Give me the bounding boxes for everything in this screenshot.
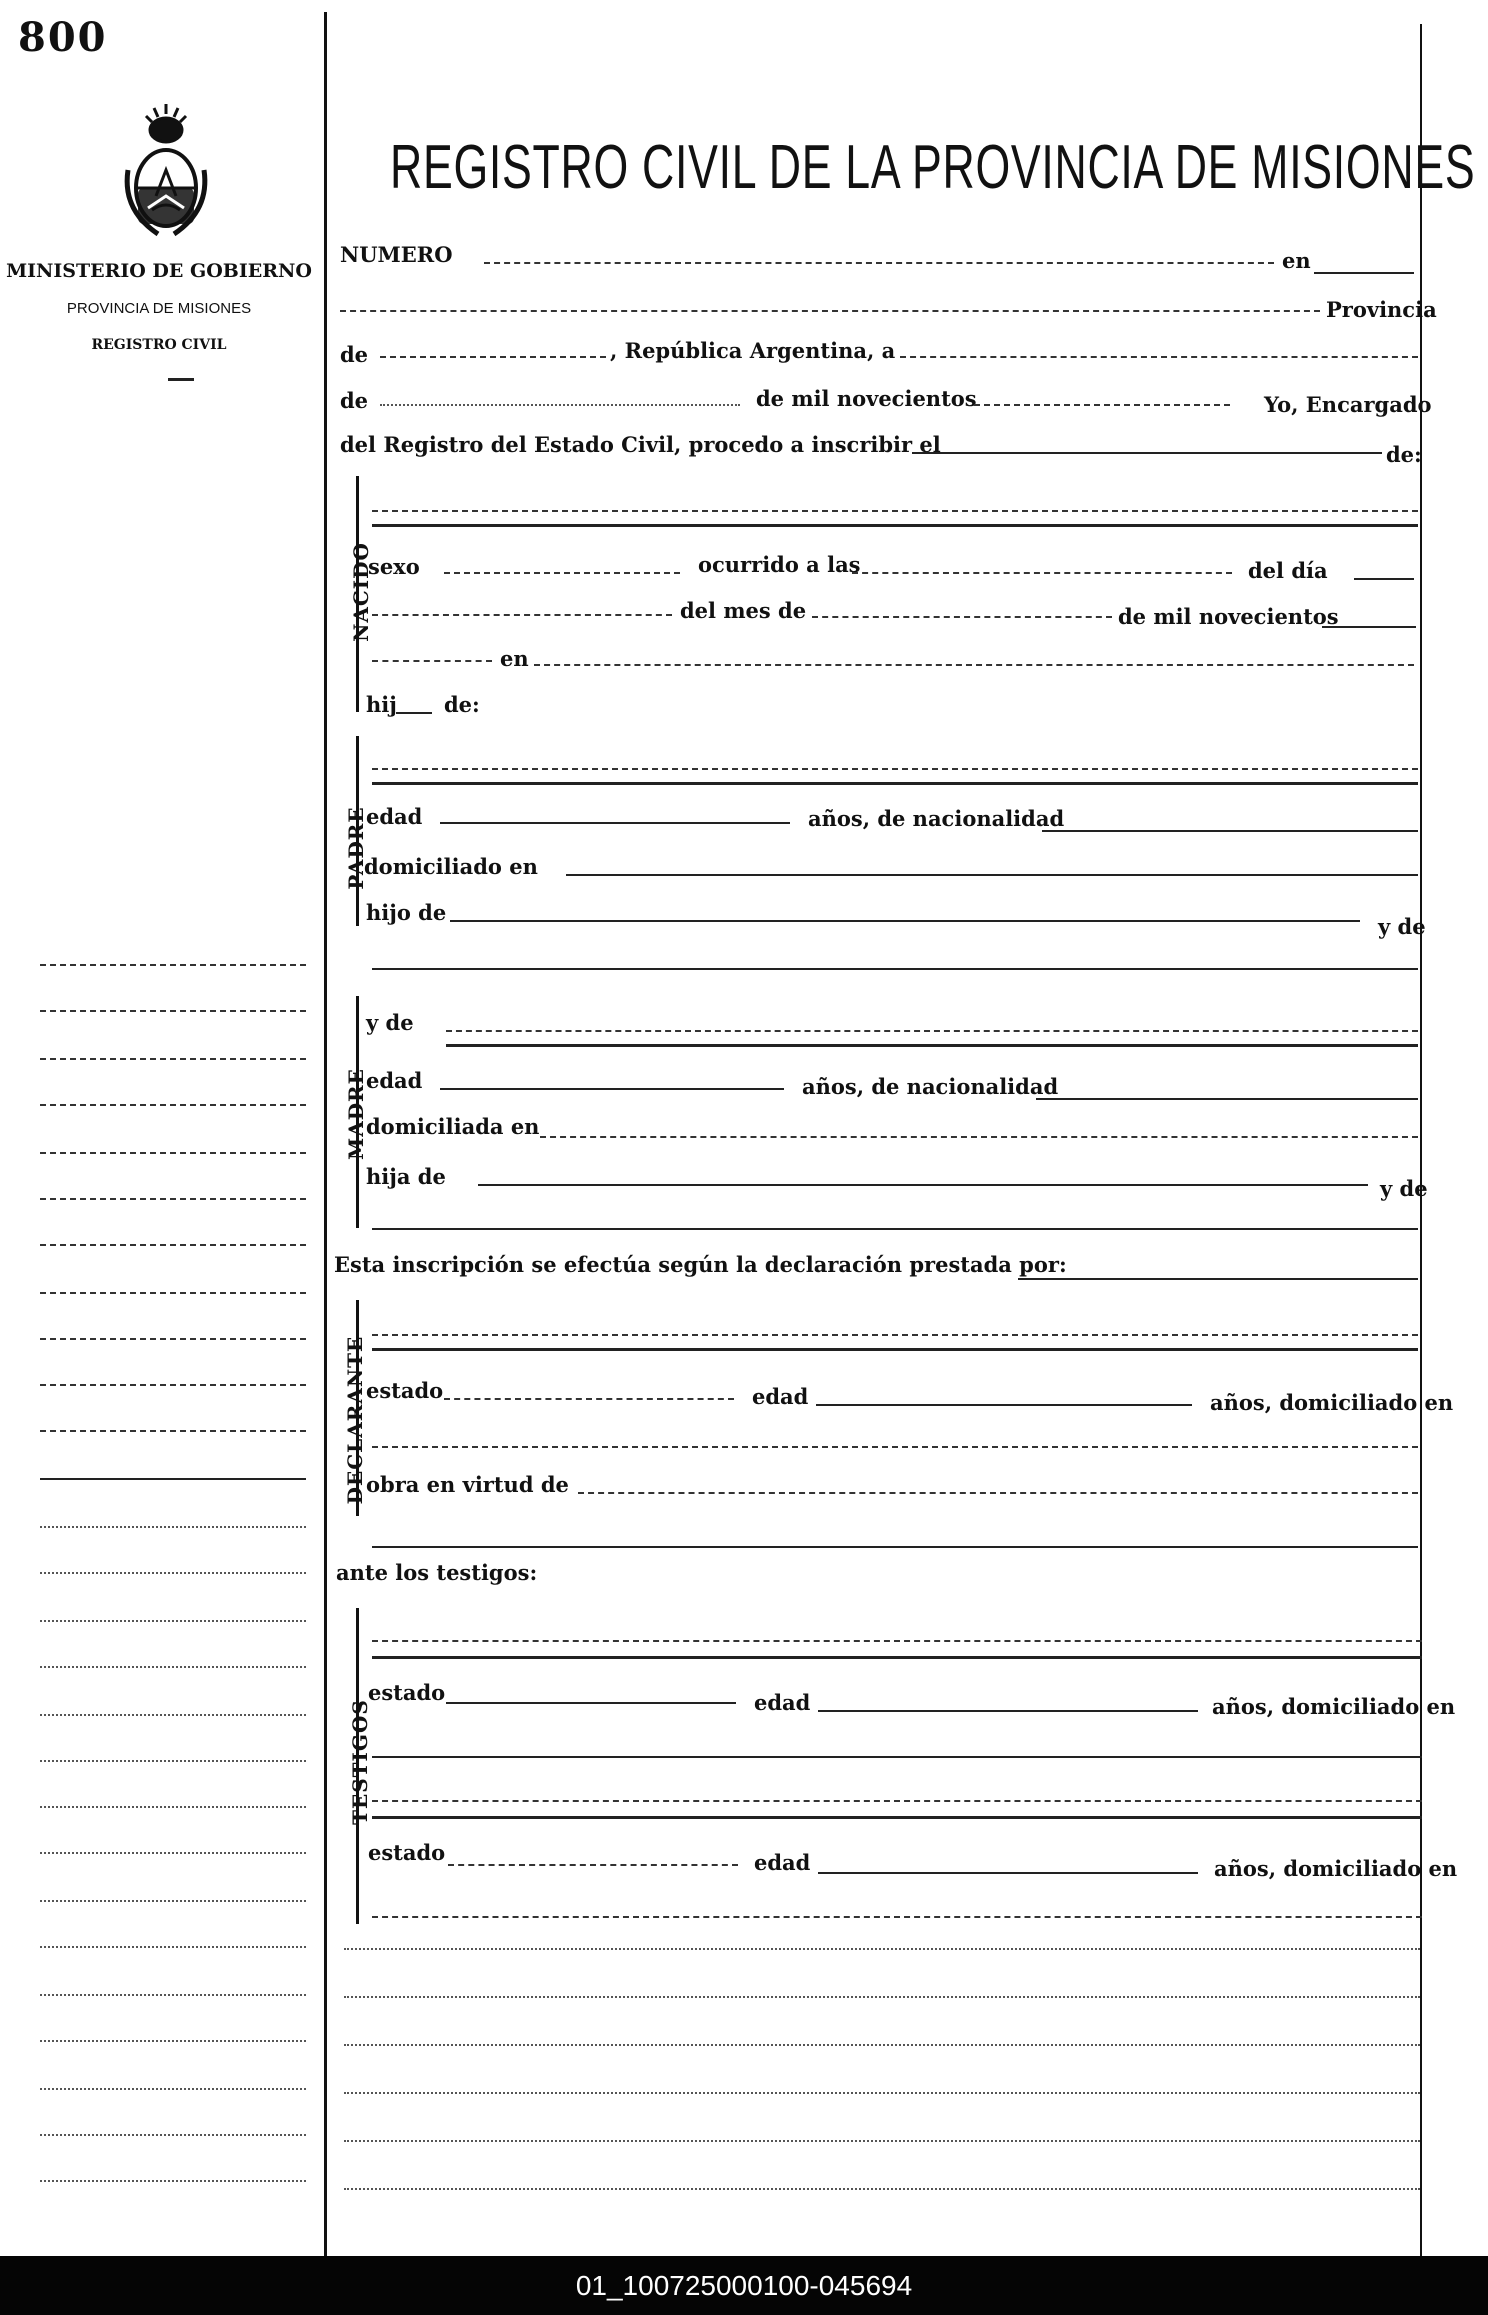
testigo1-edad-label: edad [754,1690,811,1715]
madre-edad-field[interactable] [440,1088,784,1090]
mes-field[interactable] [812,616,1112,618]
del-mes-label: del mes de [680,598,807,623]
domiciliado-label: domiciliado en [364,854,538,879]
testigo1-edad-field[interactable] [818,1710,1198,1712]
dia-texto-field[interactable] [372,614,672,616]
margin-note-line[interactable] [40,1478,306,1480]
testigo2-edad-label: edad [754,1850,811,1875]
madre-y-de-top-label: y de [366,1010,414,1035]
testigo2-estado-label: estado [368,1840,446,1865]
margin-note-line[interactable] [40,1620,306,1622]
anio-field[interactable] [974,404,1230,406]
nota-line[interactable] [344,2044,1420,2046]
province-name: PROVINCIA DE MISIONES [66,300,252,317]
padre-nacionalidad-label: años, de nacionalidad [808,806,1065,831]
divider [168,378,194,381]
testigo2-rule [372,1816,1422,1819]
provincia-field[interactable] [340,310,1320,312]
margin-note-line[interactable] [40,1526,306,1528]
margin-note-line[interactable] [40,1198,306,1200]
madre-nacionalidad-field[interactable] [1036,1098,1418,1100]
ocurrido-label: ocurrido a las [698,552,861,577]
de-label-2: de [340,388,369,413]
registry-name: REGISTRO CIVIL [91,337,227,353]
testigo2-name-line[interactable] [372,1800,1422,1802]
testigo1-rule [372,1656,1422,1659]
de-field-2[interactable] [380,404,740,406]
padre-name-line[interactable] [372,768,1418,770]
ante-testigos-text: ante los testigos: [336,1560,538,1585]
margin-note-line[interactable] [40,2134,306,2136]
madre-edad-label: edad [366,1068,423,1093]
margin-note-line[interactable] [40,1994,306,1996]
hora-field[interactable] [852,572,1232,574]
nacido-mil-novecientos-label: de mil novecientos [1118,604,1339,629]
margin-note-line[interactable] [40,1384,306,1386]
madre-rule [446,1044,1418,1047]
declarante-rule [372,1348,1418,1351]
padre-hijo-de-field[interactable] [450,920,1360,922]
margin-note-line[interactable] [40,1714,306,1716]
margin-note-line[interactable] [40,1572,306,1574]
testigo2-estado-field[interactable] [448,1864,738,1866]
padre-edad-field[interactable] [440,822,790,824]
hij-field[interactable] [396,712,432,714]
de-field-1[interactable] [380,356,606,358]
padre-madre-field[interactable] [372,968,1418,970]
lugar-pre-field[interactable] [372,660,492,662]
numero-field[interactable] [484,262,1274,264]
document-id-bar: 01_100725000100-045694 [0,2256,1488,2315]
margin-note-line[interactable] [40,2180,306,2182]
declarante-domicilio-field[interactable] [372,1446,1418,1448]
madre-domicilio-field[interactable] [540,1136,1418,1138]
margin-note-line[interactable] [40,1806,306,1808]
numero-label: NUMERO [340,242,453,267]
coat-of-arms-icon [118,100,214,240]
mil-novecientos-label: de mil novecientos [756,386,977,411]
margin-note-line[interactable] [40,1666,306,1668]
margin-note-line[interactable] [40,1760,306,1762]
lugar-field[interactable] [534,664,1414,666]
provincia-label: Provincia [1326,297,1437,322]
declarante-section-label: DECLARANTE [343,1335,367,1505]
fecha-field[interactable] [900,356,1418,358]
registro-label: del Registro del Estado Civil, procedo a inscribir el [340,432,941,457]
nota-line[interactable] [344,2188,1420,2190]
margin-note-line[interactable] [40,2040,306,2042]
margin-note-line[interactable] [40,1852,306,1854]
nacido-en-label: en [500,646,529,671]
inscribir-field[interactable] [912,452,1382,454]
testigo2-domicilio-label: años, domiciliado en [1214,1856,1458,1881]
padre-nacionalidad-field[interactable] [1042,830,1418,832]
margin-note-line[interactable] [40,1946,306,1948]
hij-de-label: de: [444,692,480,717]
testigo1-name-line[interactable] [372,1640,1422,1642]
obra-label: obra en virtud de [366,1472,569,1497]
page-number: 800 [18,14,108,61]
encargado-label: Yo, Encargado [1264,392,1432,417]
testigo1-estado-field[interactable] [446,1702,736,1704]
nacido-section-label: NACIDO [349,542,373,642]
testigo1-domicilio-field[interactable] [372,1756,1422,1758]
testigo2-edad-field[interactable] [818,1872,1198,1874]
obra-field[interactable] [578,1492,1418,1494]
declarante-domicilio-label: años, domiciliado en [1210,1390,1454,1415]
nota-line[interactable] [344,2140,1420,2142]
declarante-extra-field[interactable] [372,1546,1418,1548]
margin-note-line[interactable] [40,1430,306,1432]
declarante-edad-label: edad [752,1384,809,1409]
right-margin-line [1420,24,1422,2256]
del-dia-label: del día [1248,558,1328,583]
testigos-section-label: TESTIGOS [348,1699,372,1825]
madre-name-line[interactable] [446,1030,1418,1032]
declarante-edad-field[interactable] [816,1404,1192,1406]
padre-edad-label: edad [366,804,423,829]
sexo-label: sexo [368,554,420,579]
dia-field[interactable] [1354,578,1414,580]
madre-abuela-field[interactable] [372,1228,1418,1230]
madre-nacionalidad-label: años, de nacionalidad [802,1074,1059,1099]
republica-label: , República Argentina, a [610,338,896,363]
hij-label: hij [366,692,397,717]
padre-domicilio-field[interactable] [566,874,1418,876]
padre-rule [372,782,1418,785]
hijo-de-label: hijo de [366,900,447,925]
declarante-estado-field[interactable] [444,1398,734,1400]
padre-y-de-label: y de [1378,914,1426,939]
margin-note-line[interactable] [40,1244,306,1246]
nacido-name-line[interactable] [372,510,1418,512]
margin-note-line[interactable] [40,1104,306,1106]
testigo2-domicilio-field[interactable] [372,1916,1422,1918]
padre-section-label: PADRE [344,806,368,890]
testigo1-domicilio-label: años, domiciliado en [1212,1694,1456,1719]
en-label: en [1282,248,1311,273]
ministry-name: MINISTERIO DE GOBIERNO [6,260,312,282]
nota-line[interactable] [344,2092,1420,2094]
nota-line[interactable] [344,1996,1420,1998]
margin-note-line[interactable] [40,1292,306,1294]
margin-note-line[interactable] [40,2088,306,2090]
en-field[interactable] [1314,272,1414,274]
de-colon-label: de: [1386,442,1422,467]
nacido-anio-field[interactable] [1322,626,1416,628]
nacido-rule [372,524,1418,527]
declaracion-field[interactable] [1018,1278,1418,1280]
margin-note-line[interactable] [40,1152,306,1154]
domiciliada-label: domiciliada en [366,1114,540,1139]
margin-note-line[interactable] [40,1900,306,1902]
left-margin-line [324,12,327,2256]
testigo1-estado-label: estado [368,1680,446,1705]
declarante-estado-label: estado [366,1378,444,1403]
madre-y-de-label: y de [1380,1176,1428,1201]
de-label-1: de [340,342,369,367]
page-title: REGISTRO CIVIL DE LA PROVINCIA DE MISIONES [390,133,1476,202]
margin-note-line[interactable] [40,1058,306,1060]
margin-note-line[interactable] [40,1338,306,1340]
sexo-field[interactable] [444,572,680,574]
declarante-name-line[interactable] [372,1334,1418,1336]
nota-line[interactable] [344,1948,1420,1950]
declaracion-text: Esta inscripción se efectúa según la declaración prestada por: [334,1252,1067,1277]
madre-section-label: MADRE [344,1068,368,1160]
madre-hija-de-field[interactable] [478,1184,1368,1186]
margin-note-line[interactable] [40,1010,306,1012]
hija-de-label: hija de [366,1164,446,1189]
margin-note-line[interactable] [40,964,306,966]
